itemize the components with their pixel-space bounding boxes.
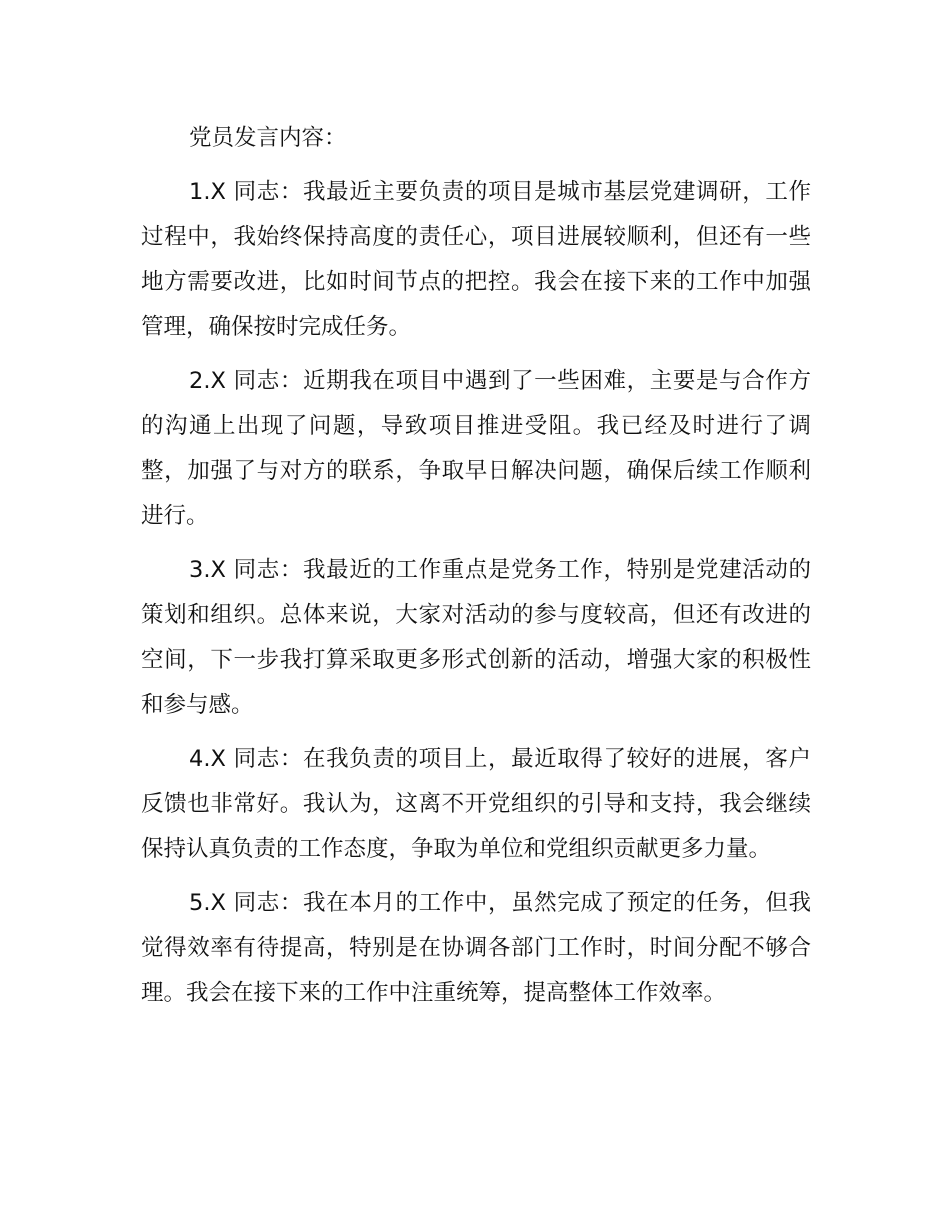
speech-paragraph-1: 1.X 同志：我最近主要负责的项目是城市基层党建调研，工作过程中，我始终保持高度的责任心，项目进展较顺利，但还有一些地方需要改进，比如时间节点的把控。我会在接下来的工作中加强管理，确保按时完成任务。 (141, 179, 811, 340)
speech-paragraph-3: 3.X 同志：我最近的工作重点是党务工作，特别是党建活动的策划和组织。总体来说，大家对活动的参与度较高，但还有改进的空间，下一步我打算采取更多形式创新的活动，增强大家的积极性和参与感。 (141, 557, 811, 718)
speech-paragraph-4: 4.X 同志：在我负责的项目上，最近取得了较好的进展，客户反馈也非常好。我认为，这离不开党组织的引导和支持，我会继续保持认真负责的工作态度，争取为单位和党组织贡献更多力量。 (141, 746, 811, 862)
speech-paragraph-5: 5.X 同志：我在本月的工作中，虽然完成了预定的任务，但我觉得效率有待提高，特别是在协调各部门工作时，时间分配不够合理。我会在接下来的工作中注重统筹，提高整体工作效率。 (141, 890, 811, 1006)
document-heading: 党员发言内容： (189, 125, 347, 151)
speech-paragraph-2: 2.X 同志：近期我在项目中遇到了一些困难，主要是与合作方的沟通上出现了问题，导致项目推进受阻。我已经及时进行了调整，加强了与对方的联系，争取早日解决问题，确保后续工作顺利进行。 (141, 368, 811, 529)
document-page (141, 116, 811, 1025)
